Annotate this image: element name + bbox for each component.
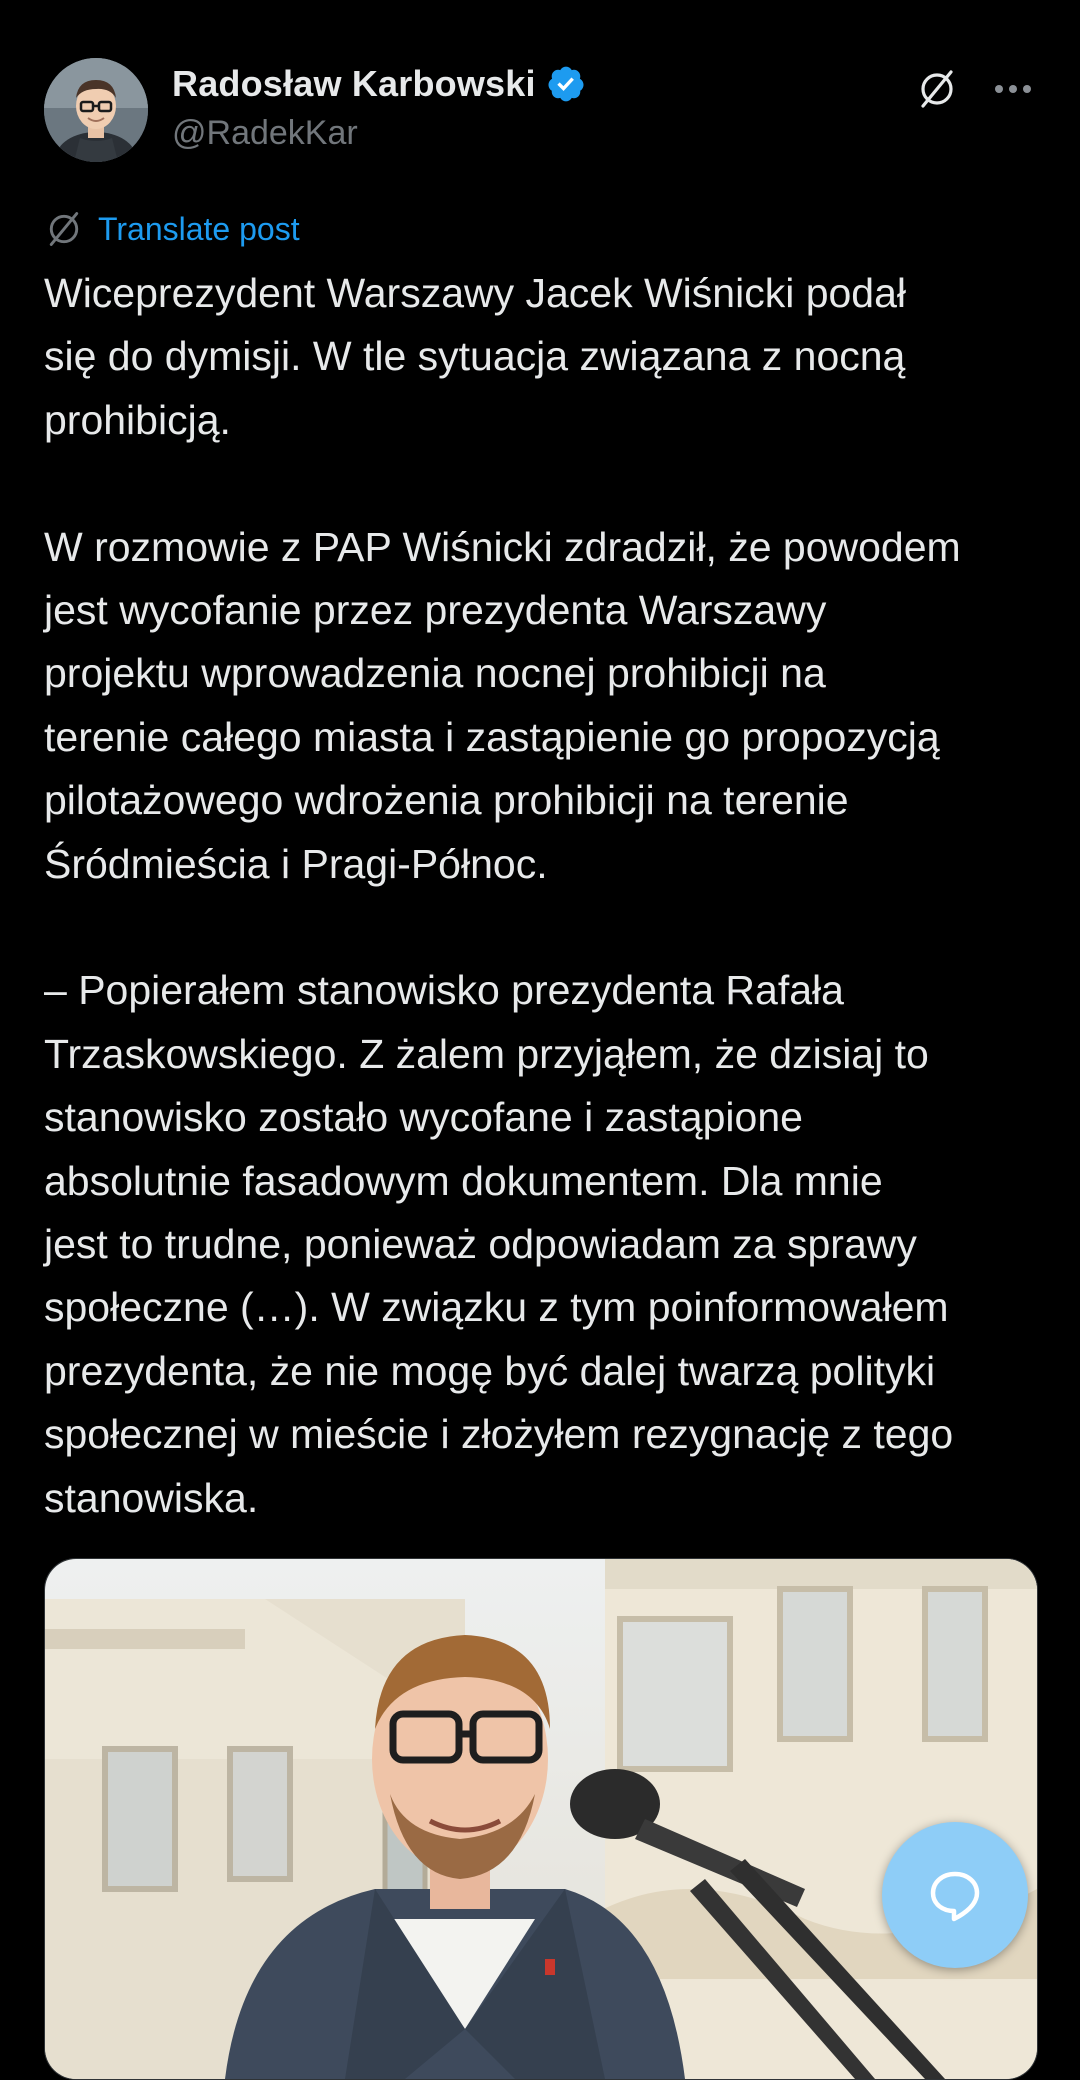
author-display-name[interactable]: Radosław Karbowski <box>172 63 536 104</box>
grok-translate-icon <box>44 209 84 249</box>
verified-badge-icon[interactable] <box>546 64 586 104</box>
grok-button[interactable] <box>914 66 960 112</box>
name-row <box>172 60 586 108</box>
post-paragraph: – Popierałem stanowisko prezydenta Rafała Trzaskowskiego. Z żalem przyjąłem, że dzisiaj to stanowisko zostało wycofane i zastąpione absolutnie fasadowym dokumentem. Dla mnie jest to trudne, ponieważ odpowiadam za sprawy społeczne (…). W związku z tym poinformowałem prezydenta, że nie mogę być dalej twarzą polityki społecznej w mieście i złożyłem rezygnację z tego stanowiska. <box>44 967 954 1521</box>
translate-post-link[interactable] <box>44 208 300 250</box>
post-header <box>44 58 1036 162</box>
avatar-photo <box>44 58 148 162</box>
author-block[interactable] <box>172 60 586 153</box>
avatar[interactable] <box>44 58 148 162</box>
more-options-icon <box>993 83 1033 95</box>
reply-bubble-icon <box>924 1864 986 1926</box>
header-actions <box>914 66 1036 112</box>
post-paragraph: W rozmowie z PAP Wiśnicki zdradził, że powodem jest wycofanie przez prezydenta Warszawy projektu wprowadzenia nocnej prohibicji na terenie całego miasta i zastąpienie go propozycją pilotażowego wdrożenia prohibicji na terenie Śródmieścia i Pragi-Północ. <box>44 523 961 887</box>
post-photo[interactable] <box>44 1558 1038 2080</box>
reply-compose-button[interactable] <box>882 1822 1028 1968</box>
author-handle[interactable]: @RadekKar <box>172 114 358 152</box>
post-body <box>44 262 1044 1530</box>
translate-post-label[interactable]: Translate post <box>98 210 300 247</box>
more-options-button[interactable] <box>990 66 1036 112</box>
photo-image <box>45 1559 1037 2079</box>
grok-slash-icon <box>915 67 959 111</box>
post-paragraph: Wiceprezydent Warszawy Jacek Wiśnicki podał się do dymisji. W tle sytuacja związana z nocną prohibicją. <box>44 270 907 443</box>
